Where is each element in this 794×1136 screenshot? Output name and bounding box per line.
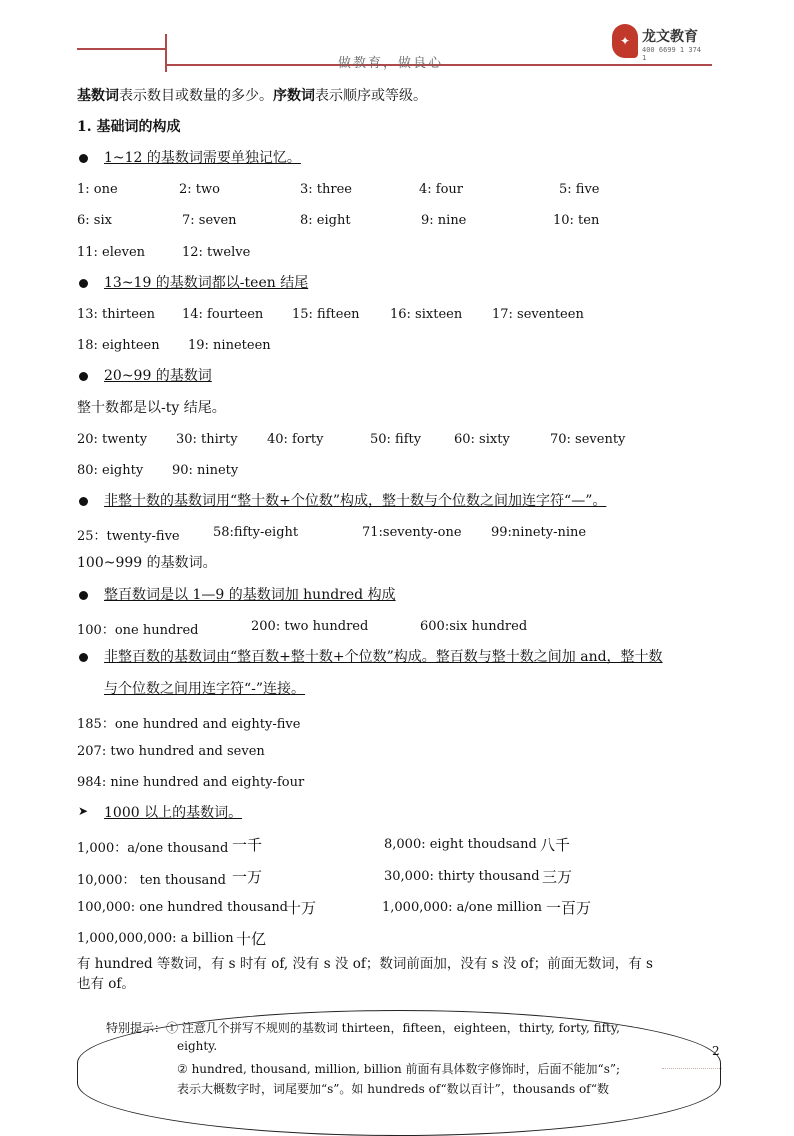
rule-line-2: 也有 of。 [77,976,135,992]
big-number-cn: 八千 [540,836,571,854]
number-cell: 16: sixteen [390,307,463,322]
example-line: 185：one hundred and eighty-five [77,717,301,732]
bullet-icon [79,653,88,662]
number-cell: 11: eleven [77,245,146,260]
number-cell: 50: fifty [370,432,422,447]
number-cell: 14: fourteen [182,307,264,322]
number-cell: 200: two hundred [251,619,369,634]
note-line-1: 特别提示：① 注意几个拼写不规则的基数词 thirteen，fifteen，eighteen，thirty, forty, fifty, [106,1021,620,1035]
bullet-6-text-line2: 与个位数之间用连字符“-”连接。 [104,681,306,697]
big-number-cn: 一百万 [546,899,592,917]
logo-mark-icon: ✦ [612,24,638,58]
big-number: 10,000： ten thousand [77,873,226,888]
example-line: 984: nine hundred and eighty-four [77,775,305,790]
number-cell: 99:ninety-nine [491,525,587,540]
number-cell: 20: twenty [77,432,148,447]
header-slogan: 做教育，做良心 [338,56,444,71]
note-line-4: 表示大概数字时，词尾要加“s”。如 hundreds of“数以百计”，thousands of“数 [177,1082,609,1096]
term-ordinal: 序数词 [273,88,315,104]
number-cell: 6: six [77,213,112,228]
number-cell: 5: five [559,182,600,197]
number-cell: 3: three [300,182,352,197]
number-cell: 90: ninety [172,463,239,478]
number-cell: 100：one hundred [77,623,199,638]
tens-note: 整十数都是以-ty 结尾。 [77,400,226,416]
big-number-cn: 十万 [286,899,317,917]
note-line-3: ② hundred, thousand, million, billion 前面有具体数字修饰时，后面不能加“s”; [177,1062,621,1076]
big-number: 100,000: one hundred thousand [77,900,289,915]
number-cell: 18: eighteen [77,338,160,353]
number-cell: 80: eighty [77,463,144,478]
bullet-icon [79,372,88,381]
logo-name: 龙文教育 [642,29,698,45]
section-title: 1. 基础词的构成 [77,119,181,135]
footer-dots [662,1068,722,1069]
number-cell: 58:fifty-eight [213,525,299,540]
number-cell: 12: twelve [182,245,251,260]
number-cell: 13: thirteen [77,307,156,322]
number-cell: 60: sixty [454,432,510,447]
rule-line-1: 有 hundred 等数词，有 s 时有 of, 没有 s 没 of；数词前面加，没有 s 没 of；前面无数词，有 s [77,956,653,972]
big-number-cn: 十亿 [236,930,267,948]
example-line: 207: two hundred and seven [77,744,265,759]
note-line-2: eighty. [177,1039,218,1053]
bullet-6-text-line1: 非整百数的基数词由“整百数+整十数+个位数”构成。整百数与整十数之间加 and，整十数 [104,649,663,665]
number-cell: 15: fifteen [292,307,360,322]
bullet-2-text: 13~19 的基数词都以-teen 结尾 [104,275,309,291]
header-rule-divider [165,34,167,72]
number-cell: 25：twenty-five [77,529,180,544]
big-number-cn: 一万 [232,868,263,886]
number-cell: 4: four [419,182,464,197]
hundreds-note: 100~999 的基数词。 [77,555,217,571]
number-cell: 9: nine [421,213,467,228]
number-cell: 71:seventy-one [362,525,462,540]
bullet-1-text: 1~12 的基数词需要单独记忆。 [104,150,301,166]
number-cell: 1: one [77,182,118,197]
big-number: 30,000: thirty thousand [384,869,540,884]
number-cell: 19: nineteen [188,338,271,353]
number-cell: 7: seven [182,213,237,228]
bullet-icon [79,497,88,506]
bullet-icon [79,279,88,288]
big-number-cn: 一千 [232,836,263,854]
bullet-icon [79,154,88,163]
intro-text-1: 表示数目或数量的多少。 [119,88,273,104]
term-cardinal: 基数词 [77,88,119,104]
logo-tel: 400 6699 1 374 1 [642,46,702,62]
intro-text-2: 表示顺序或等级。 [315,88,427,104]
big-number: 1,000,000: a/one million [382,900,542,915]
header-rule-left [77,48,165,50]
bullet-3-text: 20~99 的基数词 [104,368,212,384]
page-number: 2 [712,1044,720,1058]
brand-logo [612,22,708,62]
big-number: 1,000,000,000: a billion [77,931,234,946]
bullet-5-text: 整百数词是以 1—9 的基数词加 hundred 构成 [104,587,396,603]
number-cell: 40: forty [267,432,324,447]
intro-line [77,86,427,106]
bullet-icon [79,591,88,600]
number-cell: 2: two [179,182,220,197]
big-number-cn: 三万 [542,868,573,886]
arrow-bullet-icon: ➤ [78,804,89,818]
big-number: 8,000: eight thoudsand [384,837,537,852]
number-cell: 17: seventeen [492,307,584,322]
big-number: 1,000：a/one thousand [77,841,229,856]
number-cell: 8: eight [300,213,351,228]
bullet-4-text: 非整十数的基数词用“整十数+个位数”构成，整十数与个位数之间加连字符“—”。 [104,493,607,509]
bullet-7-text: 1000 以上的基数词。 [104,805,243,821]
number-cell: 70: seventy [550,432,626,447]
number-cell: 600:six hundred [420,619,528,634]
number-cell: 10: ten [553,213,600,228]
number-cell: 30: thirty [176,432,238,447]
